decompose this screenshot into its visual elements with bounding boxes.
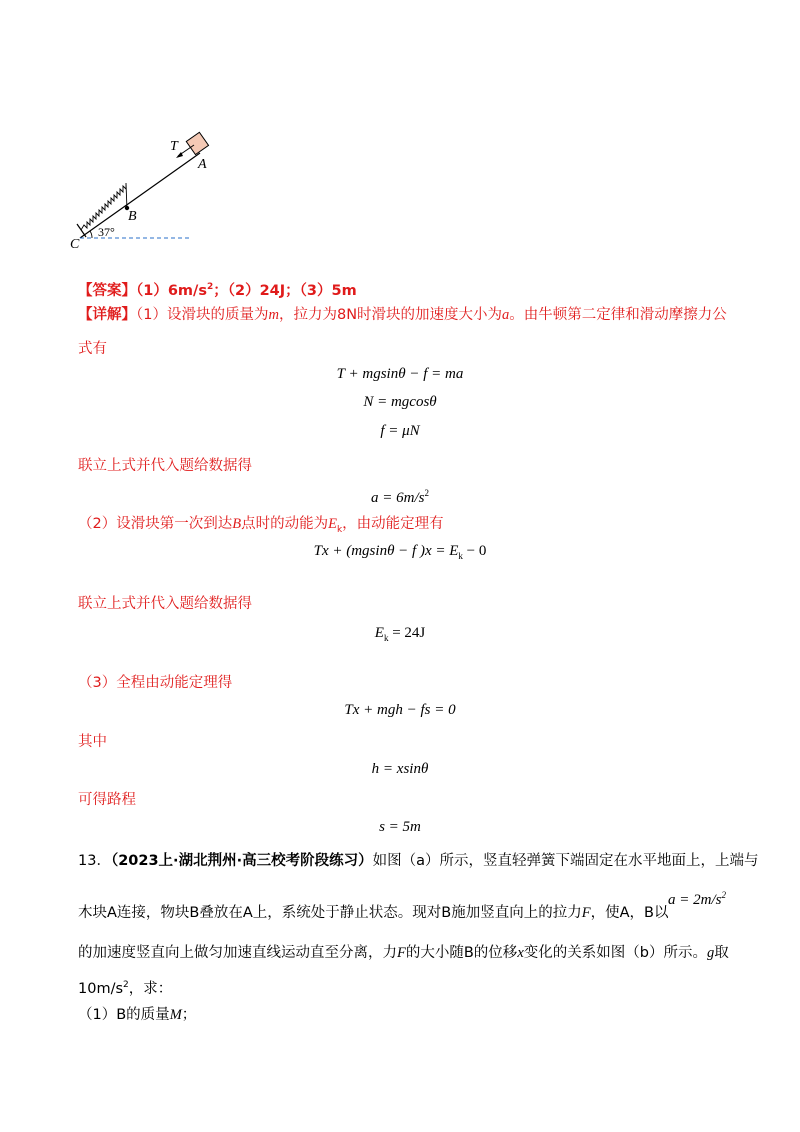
p2-a: （2）设滑块第一次到达 xyxy=(78,516,233,532)
detail-p1-a: （1）设滑块的质量为 xyxy=(136,307,269,323)
answer-1-sep: ； xyxy=(213,282,228,299)
answer-tag: 【答案】 xyxy=(78,282,136,299)
equation-2: N = mgcosθ xyxy=(363,394,437,410)
angle-arc xyxy=(90,231,92,238)
p2-var-ek: E xyxy=(328,516,337,532)
q13-line-1 xyxy=(78,851,758,871)
detail-p1-c: 。由牛顿第二定律和滑动摩擦力公 xyxy=(509,307,727,323)
p2-c: ，由动能定理有 xyxy=(342,516,444,532)
label-c: C xyxy=(70,237,80,252)
p2-var-ek-sub: k xyxy=(336,524,343,535)
q13-line-2: 木块A连接，物块B叠放在A上，系统处于静止状态。现对B施加竖直向上的拉力F，使A，B以 xyxy=(78,905,669,921)
q13-accel-eq: $a = 2m/s^2$ xyxy=(668,890,726,908)
q13-number: 13． xyxy=(78,853,111,869)
equation-1: T + mgsinθ − f = ma xyxy=(336,366,464,382)
equation-3: f = μN xyxy=(380,423,420,439)
answer-line xyxy=(78,277,357,301)
equation-7: Tx + mgh − fs = 0 xyxy=(344,702,456,718)
equation-5: Tx + (mgsinθ − f )$x = E_k - 0$ xyxy=(313,543,487,561)
combine-text-1: 联立上式并代入题给数据得 xyxy=(78,458,252,474)
path-text: 可得路程 xyxy=(78,792,136,808)
q13-var-f: F xyxy=(581,905,591,921)
equation-4: $a = 6m/s^2$ xyxy=(371,488,429,506)
detail-tag: 【详解】 xyxy=(78,307,136,323)
detail-p1-b: ，拉力为8N时滑块的加速度大小为 xyxy=(278,307,503,323)
equation-6: $E_k = 24J$ xyxy=(374,625,426,643)
among-text: 其中 xyxy=(78,734,107,750)
equation-8: h = xsinθ xyxy=(371,761,429,777)
label-t: T xyxy=(170,139,178,154)
detail-var-a: a xyxy=(502,307,510,323)
q13-line-4: $10m/s^2$，求： xyxy=(78,980,173,997)
label-b: B xyxy=(128,209,137,224)
block-a xyxy=(186,132,208,154)
q13-sub-1: （1）B的质量M； xyxy=(78,1007,197,1023)
incline-diagram xyxy=(60,120,220,255)
answer-3: （3）5m xyxy=(299,282,357,299)
answer-2: （2）24J； xyxy=(227,282,300,299)
label-a: A xyxy=(198,157,207,172)
p2-b: 点时的动能为 xyxy=(241,516,329,532)
q13-source: （2023上·湖北荆州·高三校考阶段练习） xyxy=(110,853,373,869)
equation-9: s = 5m xyxy=(379,819,421,835)
label-angle: 37° xyxy=(98,225,115,239)
detail-part-2 xyxy=(78,514,444,540)
detail-var-m: m xyxy=(268,307,279,323)
spring xyxy=(81,183,127,230)
answer-1: （1）6m/s xyxy=(136,282,207,299)
answer-1-sup: 2 xyxy=(206,282,214,292)
detail-line-1 xyxy=(78,305,727,325)
p2-var-b: B xyxy=(232,516,242,532)
detail-part-3: （3）全程由动能定理得 xyxy=(78,675,233,691)
q13-line-3: 的加速度竖直向上做匀加速直线运动直至分离，力F的大小随B的位移x变化的关系如图（b）所示。g取 xyxy=(78,945,729,961)
q13-l1: 如图（a）所示，竖直轻弹簧下端固定在水平地面上，上端与 xyxy=(372,853,759,869)
detail-line-2: 式有 xyxy=(78,341,107,357)
combine-text-2: 联立上式并代入题给数据得 xyxy=(78,596,252,612)
